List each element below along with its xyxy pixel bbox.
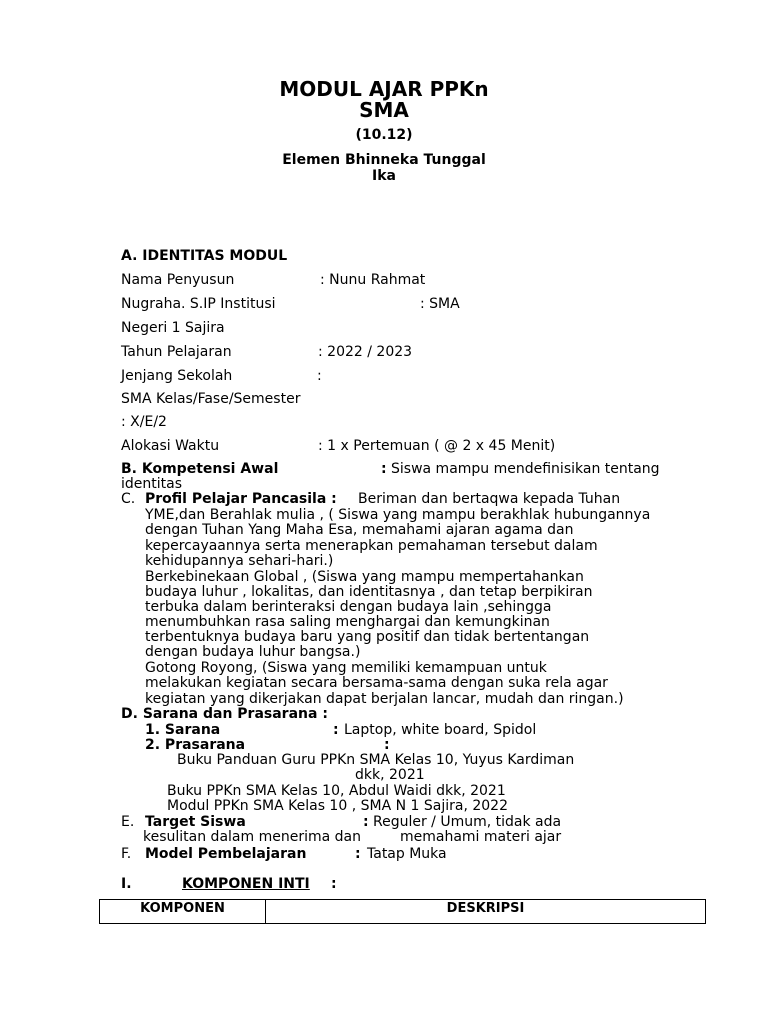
elemen-line-1: Elemen Bhinneka Tunggal: [282, 152, 486, 168]
section-c-line: Gotong Royong, (Siswa yang memiliki kemampuan untuk: [145, 660, 547, 676]
section-e-line-2a: kesulitan dalam menerima dan: [143, 829, 361, 845]
section-a-heading: A. IDENTITAS MODUL: [121, 248, 288, 264]
section-i-numeral: I.: [121, 876, 132, 892]
kelas-line: SMA Kelas/Fase/Semester: [121, 391, 301, 407]
section-e-letter: E.: [121, 814, 135, 830]
section-c-line: dengan Tuhan Yang Maha Esa, memahami ajaran agama dan: [145, 522, 574, 538]
section-e-colon: :: [363, 814, 369, 830]
kelas-value: : X/E/2: [121, 414, 167, 430]
section-f-colon: :: [355, 846, 361, 862]
section-f-label: Model Pembelajaran: [145, 846, 307, 862]
buku-2: Buku PPKn SMA Kelas 10, Abdul Waidi dkk, 2021: [167, 783, 506, 799]
section-c-line: YME,dan Berahlak mulia , ( Siswa yang mampu berakhlak hubungannya: [145, 507, 651, 523]
title-line-1: MODUL AJAR PPKn: [279, 77, 489, 101]
sarana-colon: :: [333, 722, 339, 738]
table-header-row: [100, 900, 706, 924]
section-e-line-2b: memahami materi ajar: [400, 829, 562, 845]
elemen-line-2: Ika: [372, 168, 396, 184]
section-c-line: dengan budaya luhur bangsa.): [145, 644, 361, 660]
section-c-line: menumbuhkan rasa saling menghargai dan kemungkinan: [145, 614, 550, 630]
komponen-table: [99, 899, 706, 924]
sarana-value: Laptop, white board, Spidol: [344, 722, 537, 738]
tahun-label: Tahun Pelajaran: [121, 344, 232, 360]
alokasi-value: : 1 x Pertemuan ( @ 2 x 45 Menit): [318, 438, 556, 454]
penyusun-value: : Nunu Rahmat: [320, 272, 426, 288]
negeri-line: Negeri 1 Sajira: [121, 320, 225, 336]
section-b-label: B. Kompetensi Awal: [121, 461, 279, 477]
section-c-line: terbuka dalam berinteraksi dengan budaya lain ,sehingga: [145, 599, 552, 615]
institusi-value: : SMA: [420, 296, 460, 312]
section-c-line: kegiatan yang dikerjakan dapat berjalan lancar, mudah dan ringan.): [145, 691, 624, 707]
jenjang-label: Jenjang Sekolah: [121, 368, 233, 384]
buku-1-line-2: dkk, 2021: [355, 767, 425, 783]
section-e-label: Target Siswa: [145, 814, 246, 830]
section-i-label: KOMPONEN INTI: [182, 876, 310, 892]
section-d-heading: D. Sarana dan Prasarana :: [121, 706, 328, 722]
section-c-line: melakukan kegiatan secara bersama-sama dengan suka rela agar: [145, 675, 608, 691]
section-e-value: Reguler / Umum, tidak ada: [373, 814, 562, 830]
penyusun-label: Nama Penyusun: [121, 272, 235, 288]
alokasi-label: Alokasi Waktu: [121, 438, 220, 454]
section-c-line-1: Beriman dan bertaqwa kepada Tuhan: [358, 491, 621, 507]
prasarana-label: 2. Prasarana: [145, 737, 246, 753]
section-c-line: budaya luhur , lokalitas, dan identitasnya , dan tetap berpikiran: [145, 584, 593, 600]
section-b-text-2: identitas: [121, 476, 183, 492]
section-c-letter: C.: [121, 491, 136, 507]
module-code: (10.12): [355, 127, 413, 143]
sarana-label: 1. Sarana: [145, 722, 221, 738]
section-f-value: Tatap Muka: [367, 846, 447, 862]
title-line-2: SMA: [359, 98, 409, 122]
column-header-deskripsi: DESKRIPSI: [266, 900, 706, 924]
section-c-line: kepercayaannya serta menerapkan pemahaman tersebut dalam: [145, 538, 598, 554]
section-b-text-1: Siswa mampu mendefinisikan tentang: [391, 461, 660, 477]
tahun-value: : 2022 / 2023: [318, 344, 413, 360]
prasarana-colon: :: [384, 737, 390, 753]
nugraha-line: Nugraha. S.IP Institusi: [121, 296, 276, 312]
buku-1-line-1: Buku Panduan Guru PPKn SMA Kelas 10, Yuyus Kardiman: [177, 752, 575, 768]
section-b-colon: :: [381, 461, 387, 477]
buku-3: Modul PPKn SMA Kelas 10 , SMA N 1 Sajira, 2022: [167, 798, 508, 814]
section-i-colon: :: [331, 876, 337, 892]
section-c-line: Berkebinekaan Global , (Siswa yang mampu mempertahankan: [145, 569, 584, 585]
section-c-line: terbentuknya budaya baru yang positif dan tidak bertentangan: [145, 629, 590, 645]
jenjang-colon: :: [317, 368, 322, 384]
section-c-label: Profil Pelajar Pancasila :: [145, 491, 337, 507]
column-header-komponen: KOMPONEN: [100, 900, 266, 924]
section-c-line: kehidupannya sehari-hari.): [145, 553, 334, 569]
section-f-letter: F.: [121, 846, 132, 862]
